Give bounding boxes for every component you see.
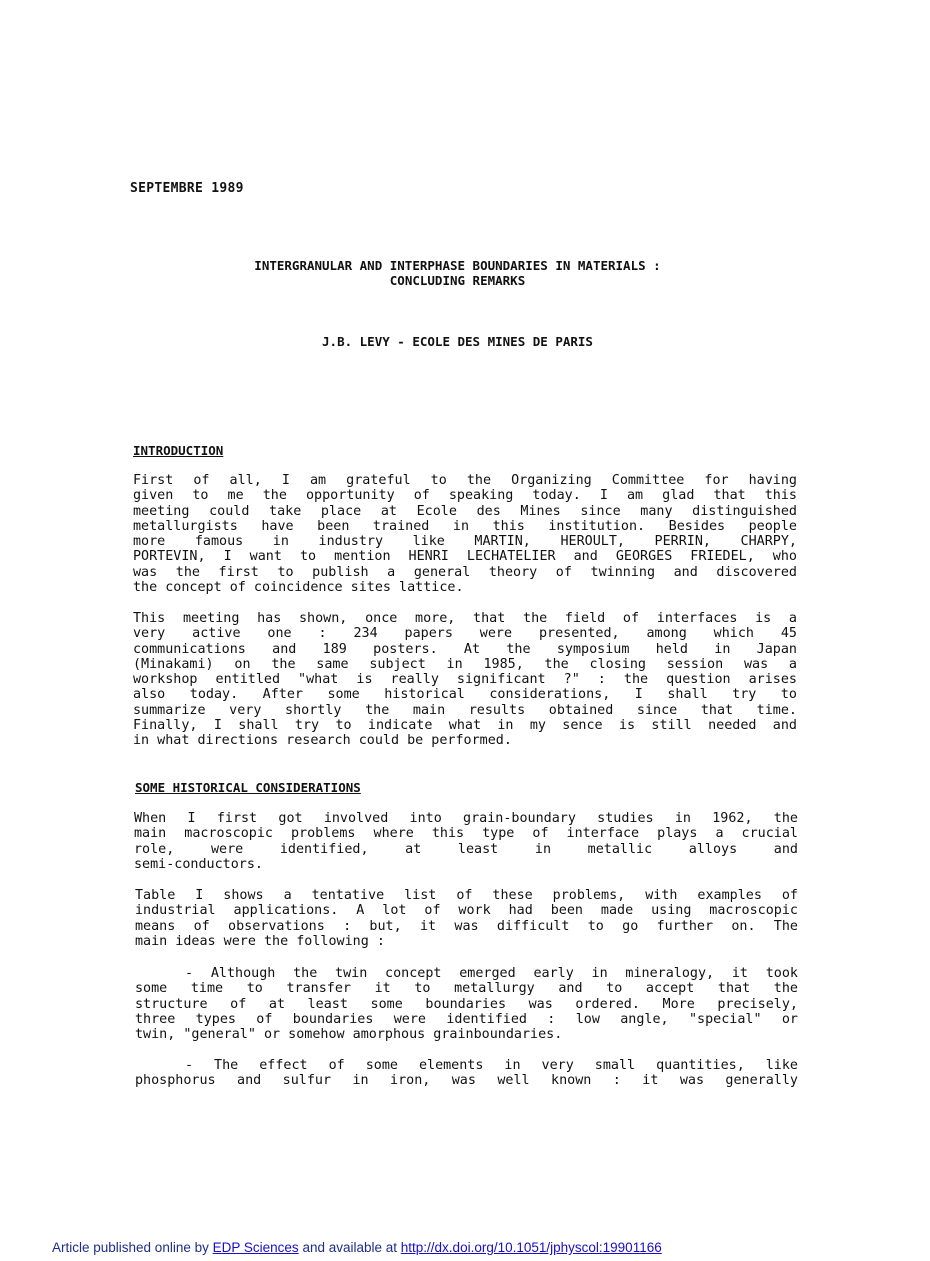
publication-footer bbox=[52, 1240, 662, 1255]
text-line: metallurgists have been trained in this institution. Besides people bbox=[133, 518, 797, 534]
text-line: also today. After some historical considerations, I shall try to bbox=[133, 687, 797, 703]
text-line: When I first got involved into grain-boundary studies in 1962, the bbox=[134, 811, 798, 826]
text-line: First of all, I am grateful to the Organizing Committee for having bbox=[133, 473, 797, 488]
text-line: structure of at least some boundaries was ordered. More precisely, bbox=[135, 996, 798, 1012]
text-line: PORTEVIN, I want to mention HENRI LECHATELIER and GEORGES FRIEDEL, who bbox=[133, 549, 797, 565]
introduction-paragraph-1 bbox=[133, 473, 797, 595]
text-line: communications and 189 posters. At the symposium held in Japan bbox=[133, 641, 797, 657]
publisher-link[interactable]: EDP Sciences bbox=[212, 1240, 299, 1255]
text-line: main macroscopic problems where this type of interface plays a crucial bbox=[134, 826, 798, 842]
text-line: role, were identified, at least in metallic alloys and bbox=[134, 841, 798, 857]
text-line: means of observations : but, it was difficult to go further on. The bbox=[135, 918, 798, 934]
text-line: phosphorus and sulfur in iron, was well known : it was generally bbox=[135, 1073, 798, 1089]
text-line: was the first to publish a general theory of twinning and discovered bbox=[133, 564, 797, 580]
text-line: workshop entitled "what is really significant ?" : the question arises bbox=[133, 672, 797, 688]
text-line: Table I shows a tentative list of these problems, with examples of bbox=[135, 888, 798, 903]
text-line: in what directions research could be performed. bbox=[133, 733, 512, 749]
text-line: semi-conductors. bbox=[134, 856, 263, 872]
paper-title-line-2: CONCLUDING REMARKS bbox=[389, 273, 526, 288]
text-line: summarize very shortly the main results obtained since that time. bbox=[133, 702, 797, 718]
historical-paragraph-1 bbox=[134, 811, 798, 872]
text-line: (Minakami) on the same subject in 1985, the closing session was a bbox=[133, 656, 797, 672]
text-line: more famous in industry like MARTIN, HEROULT, PERRIN, CHARPY, bbox=[133, 534, 797, 550]
text-line: twin, "general" or somehow amorphous grainboundaries. bbox=[135, 1027, 563, 1043]
text-line: This meeting has shown, once more, that the field of interfaces is a bbox=[133, 611, 797, 626]
footer-prefix: Article published online by bbox=[52, 1240, 209, 1255]
text-line: some time to transfer it to metallurgy and to accept that the bbox=[135, 981, 798, 997]
paper-title bbox=[150, 258, 765, 288]
historical-paragraph-2 bbox=[135, 888, 798, 949]
paper-title-line-1: INTERGRANULAR AND INTERPHASE BOUNDARIES IN MATERIALS : bbox=[254, 258, 661, 273]
historical-paragraph-3 bbox=[135, 966, 798, 1042]
text-line: Finally, I shall try to indicate what in my sence is still needed and bbox=[133, 718, 797, 734]
text-line: very active one : 234 papers were presented, among which 45 bbox=[133, 626, 797, 642]
text-line: - Although the twin concept emerged early in mineralogy, it took bbox=[185, 966, 798, 981]
historical-paragraph-4 bbox=[135, 1058, 798, 1091]
paper-author: J.B. LEVY - ECOLE DES MINES DE PARIS bbox=[322, 334, 593, 349]
text-line: three types of boundaries were identified : low angle, "special" or bbox=[135, 1011, 798, 1027]
text-line: meeting could take place at Ecole des Mines since many distinguished bbox=[133, 503, 797, 519]
text-line: industrial applications. A lot of work had been made using macroscopic bbox=[135, 903, 798, 919]
text-line: main ideas were the following : bbox=[135, 933, 385, 949]
doi-link[interactable]: http://dx.doi.org/10.1051/jphyscol:19901166 bbox=[400, 1240, 662, 1255]
text-line: - The effect of some elements in very small quantities, like bbox=[185, 1058, 798, 1073]
section-heading-historical: SOME HISTORICAL CONSIDERATIONS bbox=[135, 780, 361, 795]
section-heading-introduction: INTRODUCTION bbox=[133, 443, 224, 458]
introduction-paragraph-2 bbox=[133, 611, 797, 749]
document-date: SEPTEMBRE 1989 bbox=[130, 181, 244, 196]
text-line: given to me the opportunity of speaking today. I am glad that this bbox=[133, 488, 797, 504]
text-line: the concept of coincidence sites lattice. bbox=[133, 580, 464, 596]
footer-middle: and available at bbox=[302, 1240, 398, 1255]
